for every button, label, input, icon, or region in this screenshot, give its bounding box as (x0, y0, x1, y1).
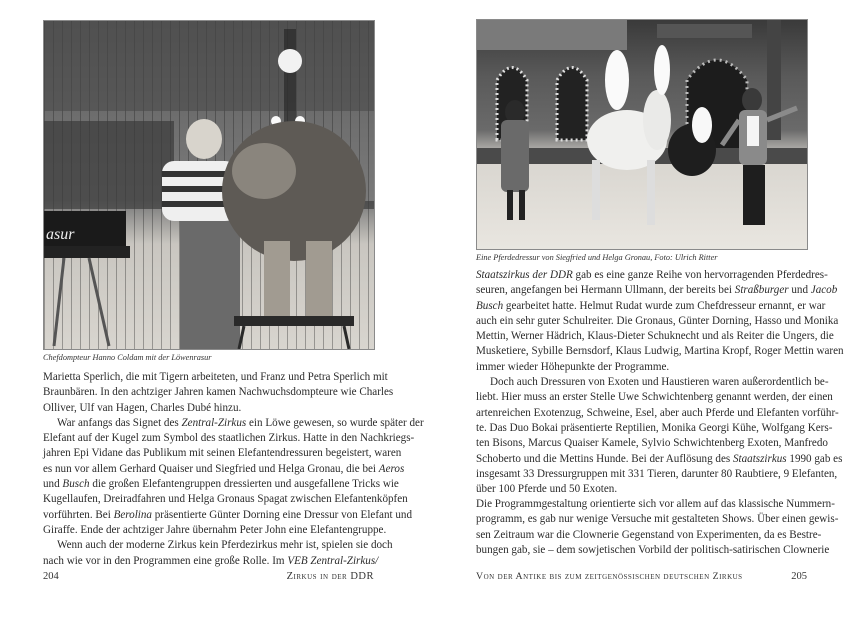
photo-lion-tamer (43, 20, 375, 350)
text-line: Mettin, Werner Hädrich, Klaus-Dieter Schuknecht und als Reiter die Ungers, die (476, 330, 834, 343)
text-line: Doch auch Dressuren von Exoten und Haustieren waren außerordentlich be- (490, 376, 829, 389)
text-line: bungen gab, sie – dem sowjetischen Vorbild der politisch-satirischen Clownerie (476, 543, 830, 556)
text-line: War anfangs das Signet des Zentral-Zirkus ein Löwe gewesen, so wurde später der (57, 416, 424, 429)
text-line: Braunbären. In den achtziger Jahren kamen Nachwuchsdompteure wie Charles (43, 386, 394, 399)
text-line: Schoberto und die Mettins Hunde. Bei der Auflösung des Staatszirkus 1990 gab es (476, 452, 843, 465)
text-line: Die Programmgestaltung orientierte sich vor allem auf das klassische Nummern- (476, 498, 835, 510)
text-line: seuren, angefangen bei Hermann Ullmann, der bereits bei Straßburger und Jacob (476, 284, 838, 297)
text-line: Busch gearbeitet hatte. Helmut Rudat wurde zum Chefdresseur ernannt, er war (476, 299, 826, 312)
photo-horse-dressage (476, 19, 808, 250)
photo-sign-text: asur (46, 226, 75, 243)
text-line: es nun vor allem Gerhard Quaiser und Siegfried und Helga Gronau, die bei Aeros (43, 462, 405, 475)
horse-dressage-illustration (477, 20, 807, 249)
text-line: vorführten. Bei Berolina präsentierte Günter Dorning eine Dressur von Elefant und (43, 508, 412, 521)
text-line: te. Das Duo Bokai präsentierte Reptilien, Monika Georgi Kühe, Wolfgang Kers- (476, 421, 833, 434)
text-line: Elefant auf der Kugel zum Symbol des staatlichen Zirkus. Hatte in den Nachkriegs- (43, 432, 415, 445)
body-text-left (43, 370, 424, 569)
text-line: über 100 Pferde und 50 Exoten. (476, 483, 618, 496)
page-number: 204 (43, 571, 59, 582)
text-line: liebt. Hier muss an erster Stelle Uwe Schwichtenberg genannt werden, der einen (476, 391, 833, 404)
text-line: nach wie vor in den Programmen eine große Rolle. Im VEB Zentral-Zirkus/ (43, 554, 379, 567)
running-head: Zirkus in der DDR (286, 571, 374, 582)
text-line: insgesamt 33 Dressurgruppen mit 331 Tieren, darunter 80 Raubtiere, 9 Elefanten, (476, 467, 838, 480)
photo-caption: Eine Pferdedressur von Siegfried und Helga Gronau, Foto: Ulrich Ritter (476, 253, 718, 262)
text-line: ten Bisons, Marcus Quaiser Kamele, Sylvio Schwichtenberg Exoten, Manfredo (476, 437, 828, 450)
text-line: sen Zeitraum war die Clownerie Gegenstand von Experimenten, da es Bestre- (476, 528, 822, 541)
right-page (425, 0, 850, 624)
text-line: Marietta Sperlich, die mit Tigern arbeiteten, und Franz und Petra Sperlich mit (43, 371, 388, 383)
text-line: Wenn auch der moderne Zirkus kein Pferdezirkus mehr ist, spielen sie doch (57, 539, 393, 552)
text-line: jahren Epi Vidane das Publikum mit seinen Elefantendressuren begeistert, waren (43, 447, 402, 460)
body-text-right (476, 268, 844, 497)
body-text-right-continued (476, 497, 839, 558)
text-line: artenreichen Exotenzug, Schweine, Esel, aber auch Pferde und Elefanten vorführ- (476, 406, 839, 419)
text-line: programm, es gab nur wenige Versuche mit gestalteten Shows. Über einen gewis- (476, 513, 839, 526)
text-line: immer wieder Höhepunkte der Programme. (476, 360, 670, 373)
running-head: Von der Antike bis zum zeitgenössischen deutschen Zirkus (476, 571, 743, 582)
text-line: Kugellaufen, Dreiradfahren und Helga Gronaus Spagat zwischen Elefantenköpfen (43, 493, 408, 506)
text-line: und Busch die großen Elefantengruppen dressierten und ausgefallene Tricks wie (43, 478, 399, 491)
page-number: 205 (791, 571, 807, 582)
text-line: auch ein sehr guter Schulreiter. Die Gronaus, Günter Dorning, Hasso und Monika (476, 314, 839, 327)
text-line: Olliver, Ulf van Hagen, Charles Dubé hinzu. (43, 401, 242, 414)
text-line: Staatszirkus der DDR gab es eine ganze Reihe von hervorragenden Pferdedres- (476, 269, 828, 281)
text-line: Giraffe. Ende der achtziger Jahre übernahm Peter John eine Elefantengruppe. (43, 523, 387, 536)
text-line: Musketiere, Sybille Bernsdorf, Klaus Ludwig, Martina Kropf, Roger Mettin waren (476, 345, 844, 358)
photo-caption: Chefdompteur Hanno Coldam mit der Löwenrasur (43, 353, 212, 362)
lion-tamer-illustration (44, 21, 374, 349)
